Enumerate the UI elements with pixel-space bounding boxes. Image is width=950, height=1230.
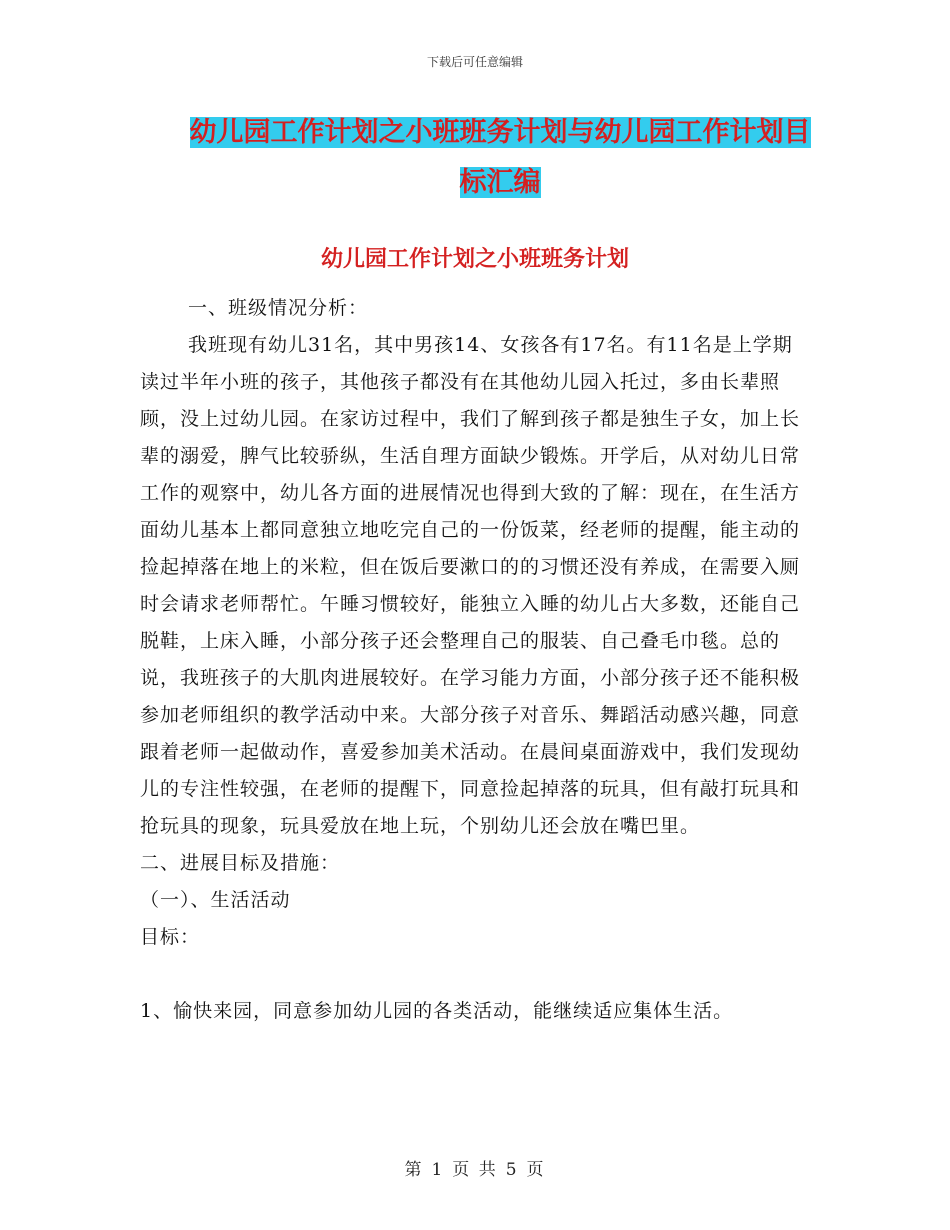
list-item: 1、愉快来园，同意参加幼儿园的各类活动，能继续适应集体生活。 <box>140 1000 734 1022</box>
document-title-line2: 标汇编 <box>459 167 541 198</box>
heading-goals-measures: 二、进展目标及措施： <box>140 852 341 874</box>
document-title-line1: 幼儿园工作计划之小班班务计划与幼儿园工作计划目 <box>189 117 811 148</box>
section-title: 幼儿园工作计划之小班班务计划 <box>320 247 629 272</box>
document-title <box>150 108 850 208</box>
page-number <box>0 1155 950 1180</box>
page-label-mid: 页 共 <box>452 1160 498 1180</box>
paragraph-class-analysis: 我班现有幼儿31名，其中男孩14、女孩各有17名。有11名是上学期读过半年小班的孩子，其他孩子都没有在其他幼儿园入托过，多由长辈照顾，没上过幼儿园。在家访过程中，我们了解到孩子都是独生子女，加上长辈的溺爱，脾气比较骄纵，生活自理方面缺少锻炼。开学后，从对幼儿日常工作的观察中，幼儿各方面的进展情况也得到大致的了解：现在，在生活方面幼儿基本上都同意独立地吃完自己的一份饭菜，经老师的提醒，能主动的捡起掉落在地上的米粒，但在饭后要漱口的的习惯还没有养成，在需要入厕时会请求老师帮忙。午睡习惯较好，能独立入睡的幼儿占大多数，还能自己脱鞋，上床入睡，小部分孩子还会整理自己的服装、自己叠毛巾毯。总的说，我班孩子的大肌肉进展较好。在学习能力方面，小部分孩子还不能积极参加老师组织的教学活动中来。大部分孩子对音乐、舞蹈活动感兴趣，同意跟着老师一起做动作，喜爱参加美术活动。在晨间桌面游戏中，我们发现幼儿的专注性较强，在老师的提醒下，同意捡起掉落的玩具，但有敲打玩具和抢玩具的现象，玩具爱放在地上玩，个别幼儿还会放在嘴巴里。 <box>140 334 801 837</box>
heading-goals: 目标： <box>140 926 201 948</box>
page-label-suffix: 页 <box>526 1160 546 1180</box>
heading-life-activities: （一）、生活活动 <box>140 889 291 911</box>
document-body <box>140 290 810 1030</box>
page-current: 1 <box>431 1160 445 1180</box>
page-label-prefix: 第 <box>404 1160 424 1180</box>
heading-class-analysis: 一、班级情况分析： <box>188 297 369 319</box>
page-total: 5 <box>505 1160 519 1180</box>
header-note: 下载后可任意编辑 <box>426 55 523 69</box>
